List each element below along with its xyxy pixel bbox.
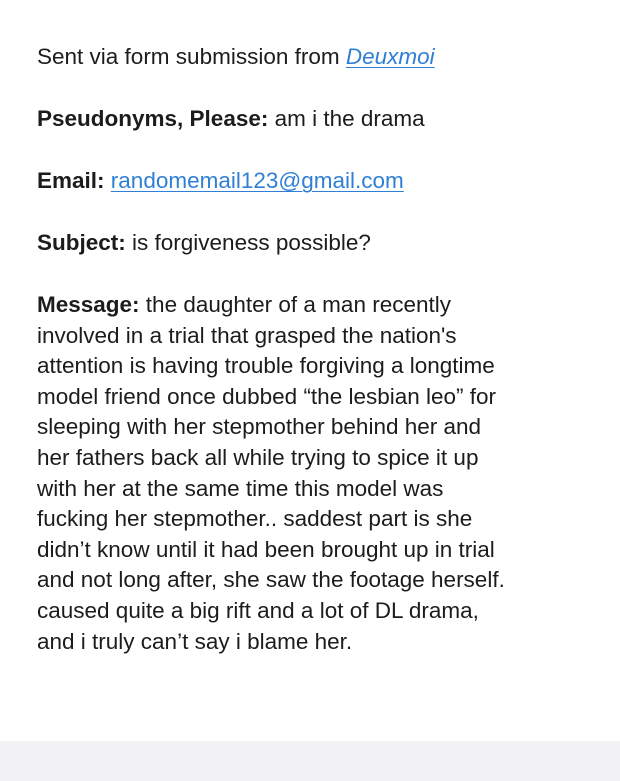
pseudonyms-field xyxy=(37,104,580,134)
email-link[interactable]: randomemail123@gmail.com xyxy=(110,168,404,193)
message-line: didn’t know until it had been brought up in trial xyxy=(37,536,495,562)
message-line: and i truly can’t say i blame her. xyxy=(37,628,353,654)
email-label: Email: xyxy=(37,168,105,193)
message-line: and not long after, she saw the footage herself. xyxy=(37,567,505,593)
message-line: involved in a trial that grasped the nation's xyxy=(37,322,457,348)
subject-field xyxy=(37,228,580,258)
subject-value: is forgiveness possible? xyxy=(125,230,371,255)
message-field xyxy=(37,290,582,657)
message-line: sleeping with her stepmother behind her and xyxy=(37,414,482,440)
message-line: with her at the same time this model was xyxy=(37,475,444,501)
message-line: model friend once dubbed “the lesbian leo” for xyxy=(37,383,497,409)
message-line xyxy=(37,290,582,321)
sent-via-prefix: Sent via form submission from xyxy=(37,44,346,69)
subject-label: Subject: xyxy=(37,230,126,255)
message-line: attention is having trouble forgiving a longtime xyxy=(37,353,495,379)
message-line: caused quite a big rift and a lot of DL drama, xyxy=(37,597,479,623)
deuxmoi-link[interactable]: Deuxmoi xyxy=(345,44,435,69)
pseudonyms-label: Pseudonyms, Please: xyxy=(37,106,269,131)
message-line: fucking her stepmother.. saddest part is she xyxy=(37,506,473,532)
message-label: Message: xyxy=(37,292,140,317)
bottom-bar xyxy=(0,741,620,781)
sent-via-line xyxy=(37,42,580,72)
message-line: her fathers back all while trying to spice it up xyxy=(37,444,479,470)
message-text: the daughter of a man recently xyxy=(139,292,451,317)
pseudonyms-value: am i the drama xyxy=(268,106,425,131)
email-field xyxy=(37,166,580,196)
